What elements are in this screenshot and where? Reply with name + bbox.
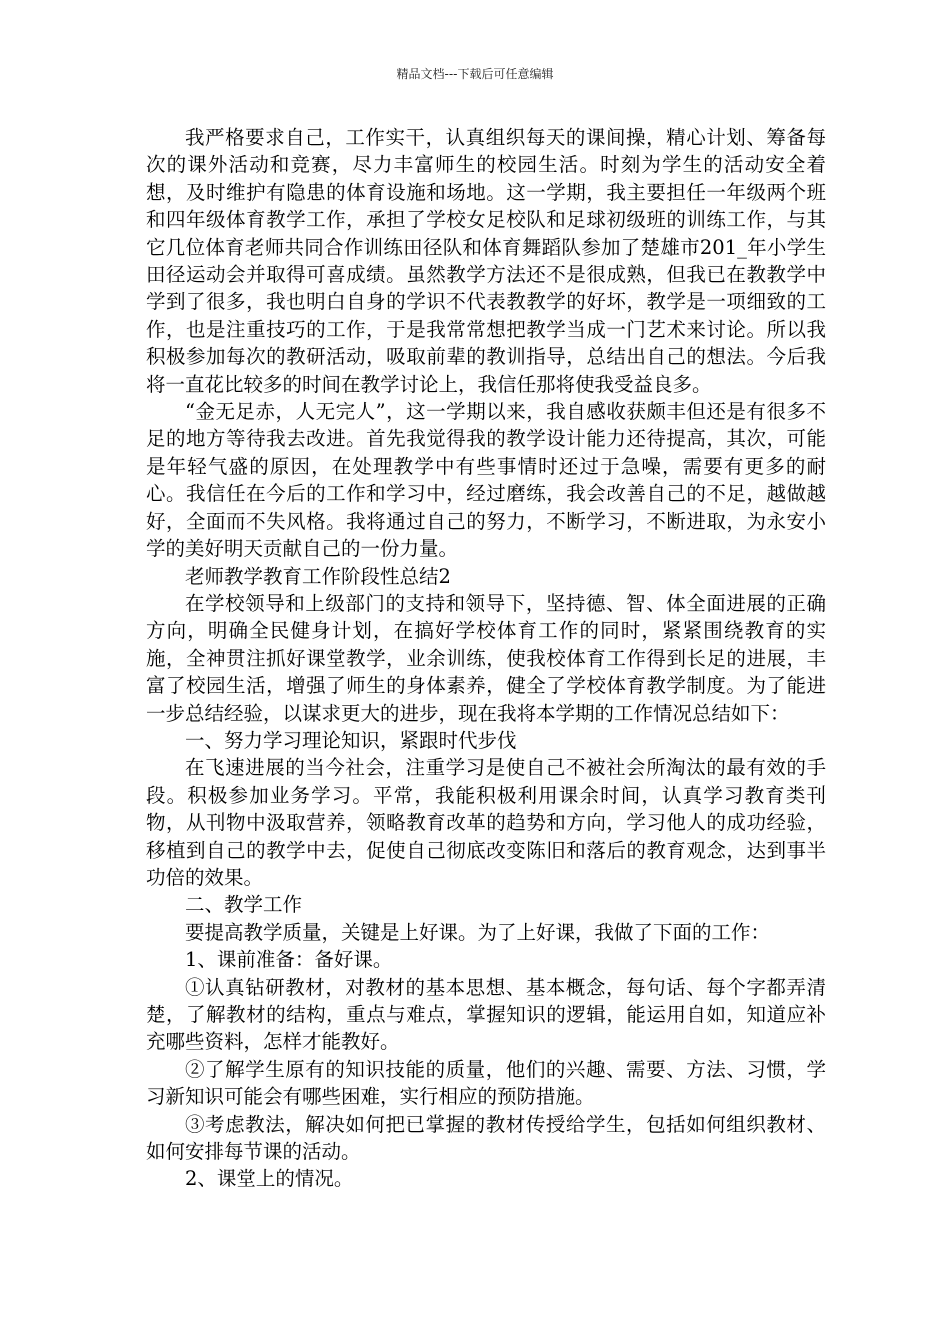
list-item-2: ②了解学生原有的知识技能的质量，他们的兴趣、需要、方法、习惯，学习新知识可能会有哪些困难，实行相应的预防措施。 xyxy=(146,1057,826,1109)
subheading-classroom: 2、课堂上的情况。 xyxy=(185,1167,354,1191)
section-title: 老师教学教育工作阶段性总结2 xyxy=(185,564,451,588)
paragraph-work-summary: 我严格要求自己，工作实干，认真组织每天的课间操，精心计划、筹备每次的课外活动和竞赛，尽力丰富师生的校园生活。时刻为学生的活动安全着想，及时维护有隐患的体育设施和场地。这一学期，我主要担任一年级两个班和四年级体育教学工作，承担了学校女足校队和足球初级班的训练工作，与其它几位体育老师共同合作训练田径队和体育舞蹈队参加了楚雄市201_年小学生田径运动会并取得可喜成绩。虽然教学方法还不是很成熟，但我已在教教学中学到了很多，我也明白自身的学识不代表教教学的好坏，教学是一项细致的工作，也是注重技巧的工作，于是我常常想把教学当成一门艺术来讨论。所以我积极参加每次的教研活动，吸取前辈的教训指导，总结出自己的想法。今后我将一直花比较多的时间在教学讨论上，我信任那将使我受益良多。 xyxy=(146,126,826,396)
document-body xyxy=(146,124,826,1193)
list-item-1: ①认真钻研教材，对教材的基本思想、基本概念，每句话、每个字都弄清楚，了解教材的结构，重点与难点，掌握知识的逻辑，能运用自如，知道应补充哪些资料，怎样才能教好。 xyxy=(146,975,826,1054)
paragraph-teaching: 要提高教学质量，关键是上好课。为了上好课，我做了下面的工作： xyxy=(185,920,771,944)
paragraph-intro: 在学校领导和上级部门的支持和领导下，坚持德、智、体全面进展的正确方向，明确全民健身计划，在搞好学校体育工作的同时，紧紧围绕教育的实施，全神贯注抓好课堂教学，业余训练，使我校体育工作得到长足的进展，丰富了校园生活，增强了师生的身体素养，健全了学校体育教学制度。为了能进一步总结经验，以谋求更大的进步，现在我将本学期的工作情况总结如下： xyxy=(146,591,826,725)
page-header: 精品文档---下载后可任意编辑 xyxy=(396,67,554,81)
paragraph-self-reflection: “金无足赤，人无完人”，这一学期以来，我自感收获颇丰但还是有很多不足的地方等待我去改进。首先我觉得我的教学设计能力还待提高，其次，可能是年轻气盛的原因，在处理教学中有些事情时还过于急噪，需要有更多的耐心。我信任在今后的工作和学习中，经过磨练，我会改善自己的不足，越做越好，全面而不失风格。我将通过自己的努力，不断学习，不断进取，为永安小学的美好明天贡献自己的一份力量。 xyxy=(146,400,826,561)
list-item-3: ③考虑教法，解决如何把已掌握的教材传授给学生，包括如何组织教材、如何安排每节课的活动。 xyxy=(146,1112,826,1164)
section-heading-2: 二、教学工作 xyxy=(185,893,303,917)
subheading-preparation: 1、课前准备：备好课。 xyxy=(185,948,393,972)
section-heading-1: 一、努力学习理论知识，紧跟时代步伐 xyxy=(185,728,517,752)
paragraph-study: 在飞速进展的当今社会，注重学习是使自己不被社会所淘汰的最有效的手段。积极参加业务学习。平常，我能积极利用课余时间，认真学习教育类刊物，从刊物中汲取营养，领略教育改革的趋势和方向，学习他人的成功经验，移植到自己的教学中去，促使自己彻底改变陈旧和落后的教育观念，达到事半功倍的效果。 xyxy=(146,756,826,889)
